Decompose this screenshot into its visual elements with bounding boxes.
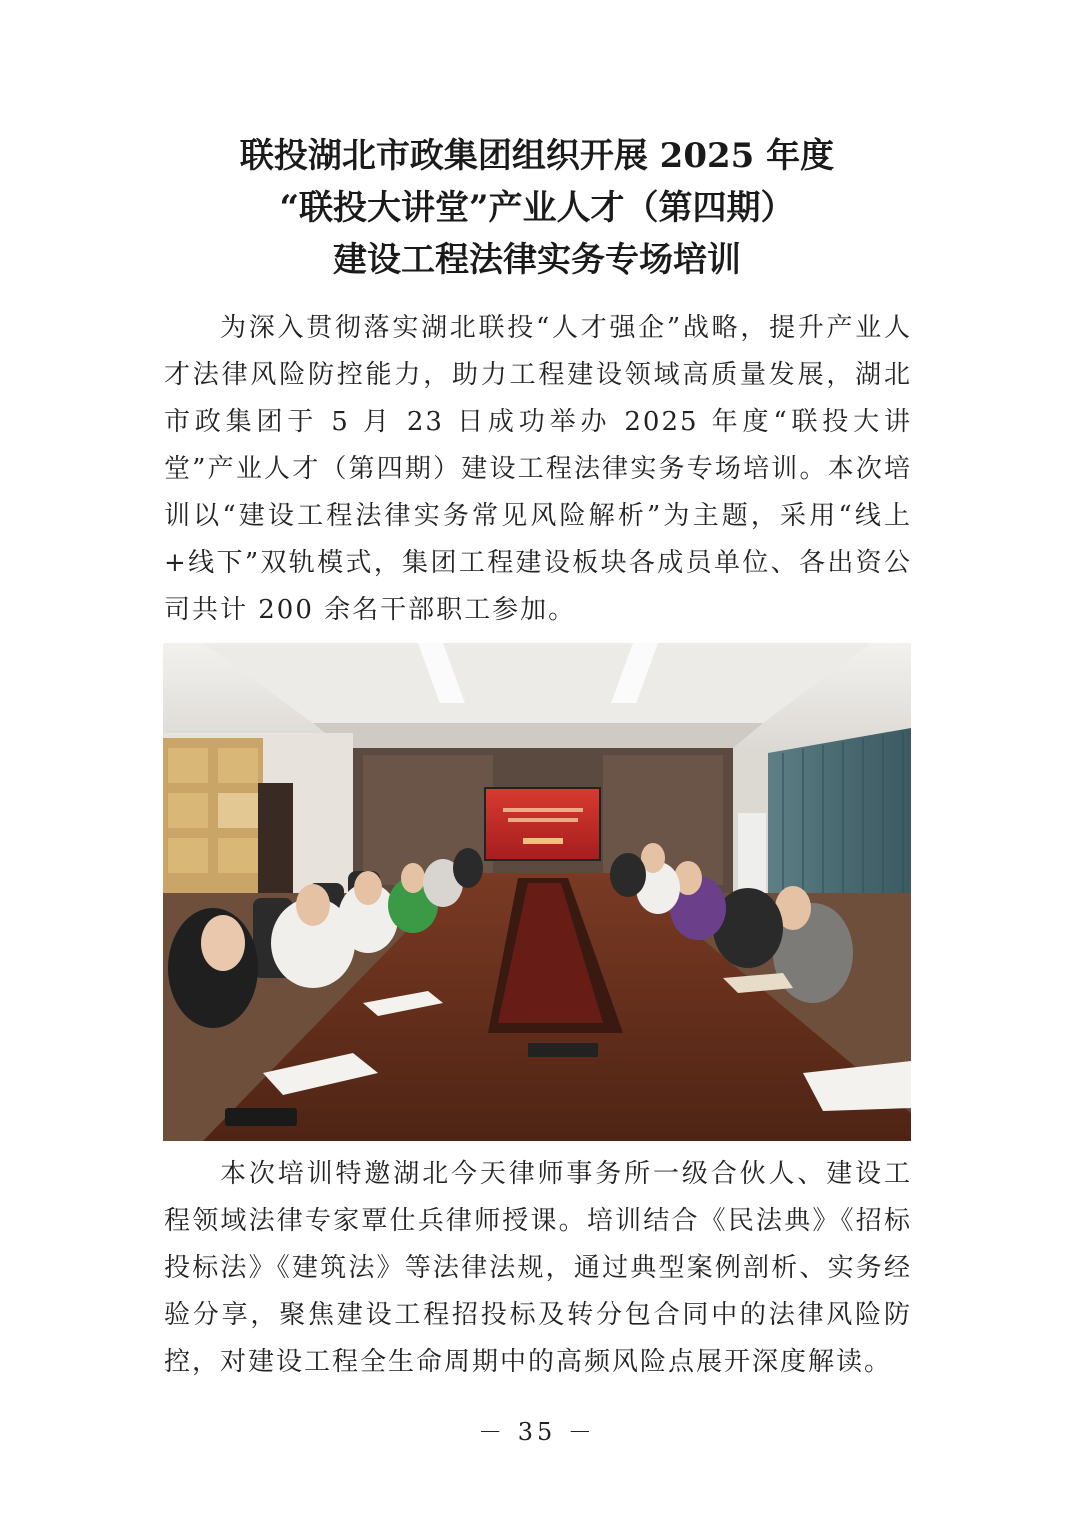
title-line-3: 建设工程法律实务专场培训 xyxy=(333,240,741,280)
document-title xyxy=(0,130,1074,286)
meeting-room-illustration xyxy=(163,643,911,1141)
title-line-1: 联投湖北市政集团组织开展 2025 年度 xyxy=(239,136,835,176)
meeting-photo xyxy=(163,643,911,1141)
page-number: － 35 － xyxy=(478,1418,596,1446)
title-line-2: “联投大讲堂”产业人才（第四期） xyxy=(279,188,795,228)
body-paragraph-2: 本次培训特邀湖北今天律师事务所一级合伙人、建设工程领域法律专家覃仕兵律师授课。培训结合《民法典》《招标投标法》《建筑法》等法律法规，通过典型案例剖析、实务经验分享，聚焦建设工程招投标及转分包合同中的法律风险防控，对建设工程全生命周期中的高频风险点展开深度解读。 xyxy=(164,1159,912,1377)
body-paragraph-1: 为深入贯彻落实湖北联投“人才强企”战略，提升产业人才法律风险防控能力，助力工程建设领域高质量发展，湖北市政集团于 5 月 23 日成功举办 2025 年度“联投大讲堂”产业人才（第四期）建设工程法律实务专场培训。本次培训以“建设工程法律实务常见风险解析”为主题，采用“线上+线下”双轨模式，集团工程建设板块各成员单位、各出资公司共计 200 余名干部职工参加。 xyxy=(164,313,912,625)
